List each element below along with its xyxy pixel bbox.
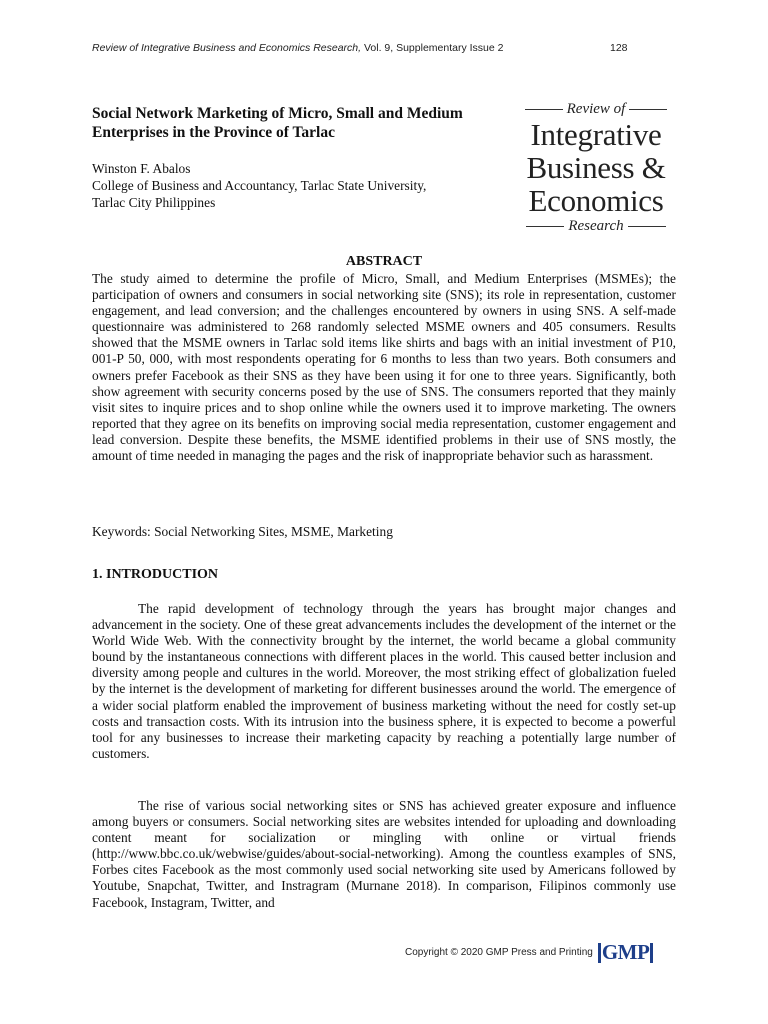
introduction-paragraph-1: The rapid development of technology through the years has brought major changes and advancement in the society. One of these great advancements includes the development of the internet or the World Wide Web. With the connectivity brought by the internet, the world became a global community bound by the instantaneous connections with different places in the world. This caused better inclusion and diversity among people and cultures in the world. Moreover, the most striking effect of globalization fueled by the internet is the development of marketing for different businesses around the world. The emergence of a wider social platform enabled the improvement of business marketing without the need for costly set-up costs and transaction costs. With its intrusion into the business sphere, it is expected to become a powerful tool for any businesses to increase their marketing capacity by reaching a potentially large number of customers. [92,601,676,761]
logo-bar [598,943,601,963]
logo-top-rule [516,100,676,118]
journal-logo [516,100,676,235]
journal-name: Review of Integrative Business and Economics Research, [92,42,362,54]
abstract-heading: ABSTRACT [345,254,423,269]
copyright-text: Copyright © 2020 GMP Press and Printing [405,947,593,958]
logo-rule-line [525,109,563,110]
affiliation-line-1: College of Business and Accountancy, Tarlac State University, [92,178,427,193]
title-block [92,104,482,142]
logo-line-2: Business & [526,150,666,185]
author-name: Winston F. Abalos [92,161,191,176]
logo-line-1: Integrative [530,117,662,152]
logo-line-3: Economics [528,183,664,218]
page-number: 128 [610,42,628,54]
affiliation-line-2: Tarlac City Philippines [92,195,216,210]
logo-bottom-rule [516,217,676,235]
issue-info: Vol. 9, Supplementary Issue 2 [361,42,504,54]
page-footer [405,940,654,965]
paper-title: Social Network Marketing of Micro, Small and Medium Enterprises in the Province of Tarlac [92,105,463,141]
logo-top-text: Review of [566,101,626,117]
logo-rule-line [628,226,666,227]
running-header [92,42,632,54]
publisher-logo-text: GMP [601,940,650,964]
section-heading-introduction: 1. INTRODUCTION [92,567,219,582]
logo-rule-line [526,226,564,227]
logo-rule-line [629,109,667,110]
abstract-text: The study aimed to determine the profile of Micro, Small, and Medium Enterprises (MSMEs); the participation of owners and consumers in social networking site (SNS); its role in representation, customer engagement, and lead conversion; and the challenges encountered by owners in using SNS. A self-made questionnaire was administered to 268 randomly selected MSME owners and 405 consumers. Results showed that the MSME owners in Tarlac sold items like shirts and bags with an initial investment of P10, 001-P 50, 000, with most respondents operating for 6 months to less than two years. Both consumers and owners prefer Facebook as their SNS as they have been using it for one to three years. Significantly, both show agreement with security concerns posed by the use of SNS. The consumers reported that they mainly visit sites to inquire prices and to shop online while the owners used it to improve marketing. The owners reported that they agree on its benefits on improving social media representation, customer engagement and lead conversion. Despite these benefits, the MSME identified problems in their use of SNS mostly, the amount of time needed in managing the pages and the risk of inappropriate behavior such as harassment. [92,271,676,464]
logo-bar [650,943,653,963]
publisher-logo [597,940,654,965]
introduction-paragraph-2: The rise of various social networking sites or SNS has achieved greater exposure and influence among buyers or consumers. Social networking sites are websites intended for uploading and downloading content meant for socialization or mingling with online or virtual friends (http://www.bbc.co.uk/webwise/guides/about-social-networking). Among the countless examples of SNS, Forbes cites Facebook as the most commonly used social networking site used by Americans followed by Youtube, Snapchat, Twitter, and Instragram (Murnane 2018). In comparison, Filipinos commonly use Facebook, Instagram, Twitter, and [92,798,676,910]
logo-bottom-text: Research [568,218,624,234]
keywords: Keywords: Social Networking Sites, MSME, Marketing [92,524,393,539]
author-block [92,160,492,211]
